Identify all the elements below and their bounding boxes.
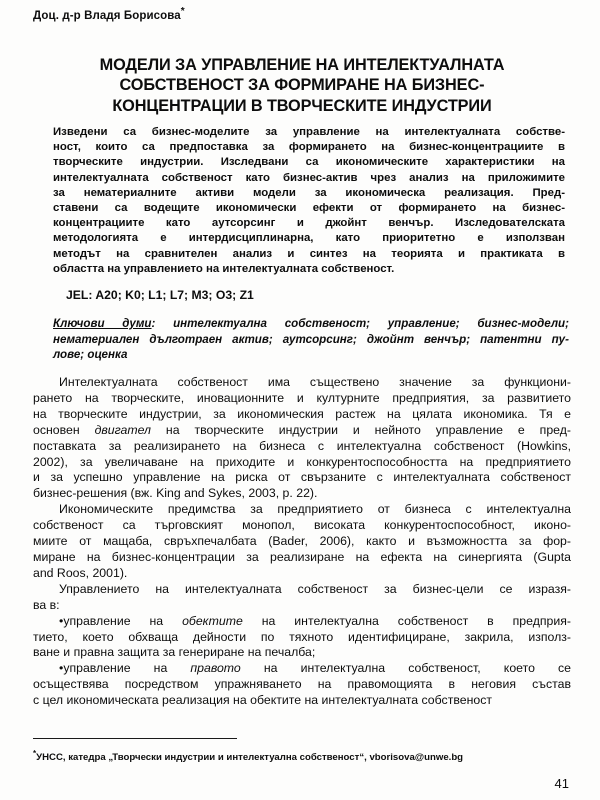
paragraph-2: [33, 502, 571, 582]
bullet-line-pre: управление на: [63, 661, 191, 676]
body-line: [33, 423, 571, 439]
body-line: бизнес-решения (вж. King and Sykes, 2003, p. 22).: [33, 486, 318, 501]
abstract-line: за нематериалните активи модели за икономическа реализация. Пред-: [53, 186, 565, 199]
body-line: и за успешно управление на риска от свързаните с интелектуалната собственост: [33, 470, 571, 485]
abstract-line: ност, които са предпоставка за формирането на бизнес-концентрациите в: [53, 141, 565, 154]
body-line: на творческите индустрии, за икономическия растеж на цялата икономика. Тя е: [33, 406, 571, 421]
body-line: поставката за реализирането на бизнеса с интелектуална собственост (Howkins,: [33, 438, 571, 453]
body-line: миите от мащаба, свръхпечалбата (Bader, 2006), както и възможността за фор-: [33, 534, 571, 549]
body-line: ва в:: [33, 597, 60, 612]
abstract-line: интелектуалната собственост като бизнес-актив чрез анализ на приложимите: [53, 171, 565, 184]
footnote: [33, 748, 571, 764]
body-line: осъществява посредством упражняването на правомощията в неговия състав: [33, 677, 571, 692]
body-line: собственост са търговският монопол, високата конкурентоспособност, иконо-: [33, 518, 571, 533]
body-line: миране на бизнес-концентрации за реализиране на ефекта на синергията (Gupta: [33, 549, 571, 564]
article-title: [35, 55, 569, 117]
abstract-line: методът на сравнителен анализ и синтез на теорията и практиката в: [53, 247, 565, 260]
author-name: Доц. д-р Владя Борисова: [33, 9, 181, 22]
abstract-line: концентрациите като аутсорсинг и джойнт венчър. Изследователската: [53, 217, 565, 230]
body-line: ване и правна защита за генериране на печалба;: [33, 645, 316, 660]
abstract-line: творческите индустрии. Изследвани са икономическите характеристики на: [53, 156, 565, 169]
footnote-text: УНСС, катедра „Творчески индустрии и интелектуална собственост“, vborisova@unwe.bg: [36, 752, 464, 764]
bullet-item-2: [33, 661, 571, 709]
abstract-line: областта на управлението на интелектуалната собственост.: [53, 262, 395, 275]
page-number: 41: [554, 776, 569, 791]
jel-classification: JEL: A20; K0; L1; L7; M3; O3; Z1: [66, 288, 254, 302]
emphasis-obektite: обектите: [182, 613, 243, 628]
keywords-line-3: лове; оценка: [53, 348, 128, 362]
bullet-line-post: на интелектуална собственост, което се: [240, 661, 571, 676]
body-line-part: на творческите индустрии и нейното управление е пред-: [151, 422, 572, 437]
byline-footnote-marker: *: [180, 6, 185, 17]
body-text: [33, 375, 571, 709]
emphasis-pravoto: правото: [190, 661, 241, 676]
abstract-line: Изведени са бизнес-моделите за управление на интелектуалната собстве-: [53, 126, 565, 138]
emphasis-dvigatel: двигател: [94, 422, 151, 437]
abstract-line: ставени са водещите икономически ефекти от формирането на бизнес-: [53, 202, 565, 215]
body-line: с цел икономическата реализация на обектите на интелектуалната собственост: [33, 693, 492, 708]
footnote-marker: *: [33, 749, 37, 758]
body-line: [33, 614, 571, 630]
keywords-line-2: нематериален дълготраен актив; аутсорсинг; джойнт венчър; патентни пу-: [53, 332, 569, 346]
title-line-1: МОДЕЛИ ЗА УПРАВЛЕНИЕ НА ИНТЕЛЕКТУАЛНАТА: [99, 55, 505, 74]
keywords-line-1: [53, 316, 569, 332]
paragraph-3: [33, 582, 571, 614]
keywords-line-1-text: : интелектуална собственост; управление; бизнес-модели;: [151, 317, 569, 330]
bullet-marker-icon: •: [59, 613, 64, 628]
body-line: and Roos, 2001).: [33, 565, 128, 580]
author-byline: [33, 6, 185, 22]
title-line-2: СОБСТВЕНОСТ ЗА ФОРМИРАНЕ НА БИЗНЕС-: [119, 76, 485, 95]
title-line-3: КОНЦЕНТРАЦИИ В ТВОРЧЕСКИТЕ ИНДУСТРИИ: [112, 96, 492, 115]
bullet-marker-icon: •: [59, 661, 64, 676]
abstract: [53, 125, 565, 277]
body-line: 2002), за увеличаване на приходите и конкурентоспособността на предприятието: [33, 454, 571, 469]
body-line: Управлението на интелектуалната собственост за бизнес-цели се изразя-: [59, 581, 571, 596]
page-content: [33, 0, 571, 800]
body-line: тието, което обхваща дейности по тяхното идентифициране, закрила, използ-: [33, 629, 571, 644]
paragraph-1: [33, 375, 571, 502]
body-line-part: основен: [33, 422, 95, 437]
bullet-item-1: [33, 614, 571, 662]
bullet-line-pre: управление на: [63, 613, 183, 628]
abstract-line: методологията е интердисциплинарна, като приоритетно е използван: [53, 232, 565, 245]
keywords: [53, 316, 569, 363]
keywords-heading: Ключови думи: [53, 317, 152, 330]
footnote-separator: [33, 738, 237, 739]
body-line: Икономическите предимства за предприятието от бизнеса с интелектуална: [59, 502, 571, 517]
bullet-line-post: на интелектуална собственост в предприя-: [242, 613, 572, 628]
body-line: [33, 661, 571, 677]
body-line: Интелектуалната собственост има съществено значение за функциони-: [59, 375, 571, 389]
body-line: рането на творческите, иновационните и културните предприятия, за развитието: [33, 390, 571, 405]
